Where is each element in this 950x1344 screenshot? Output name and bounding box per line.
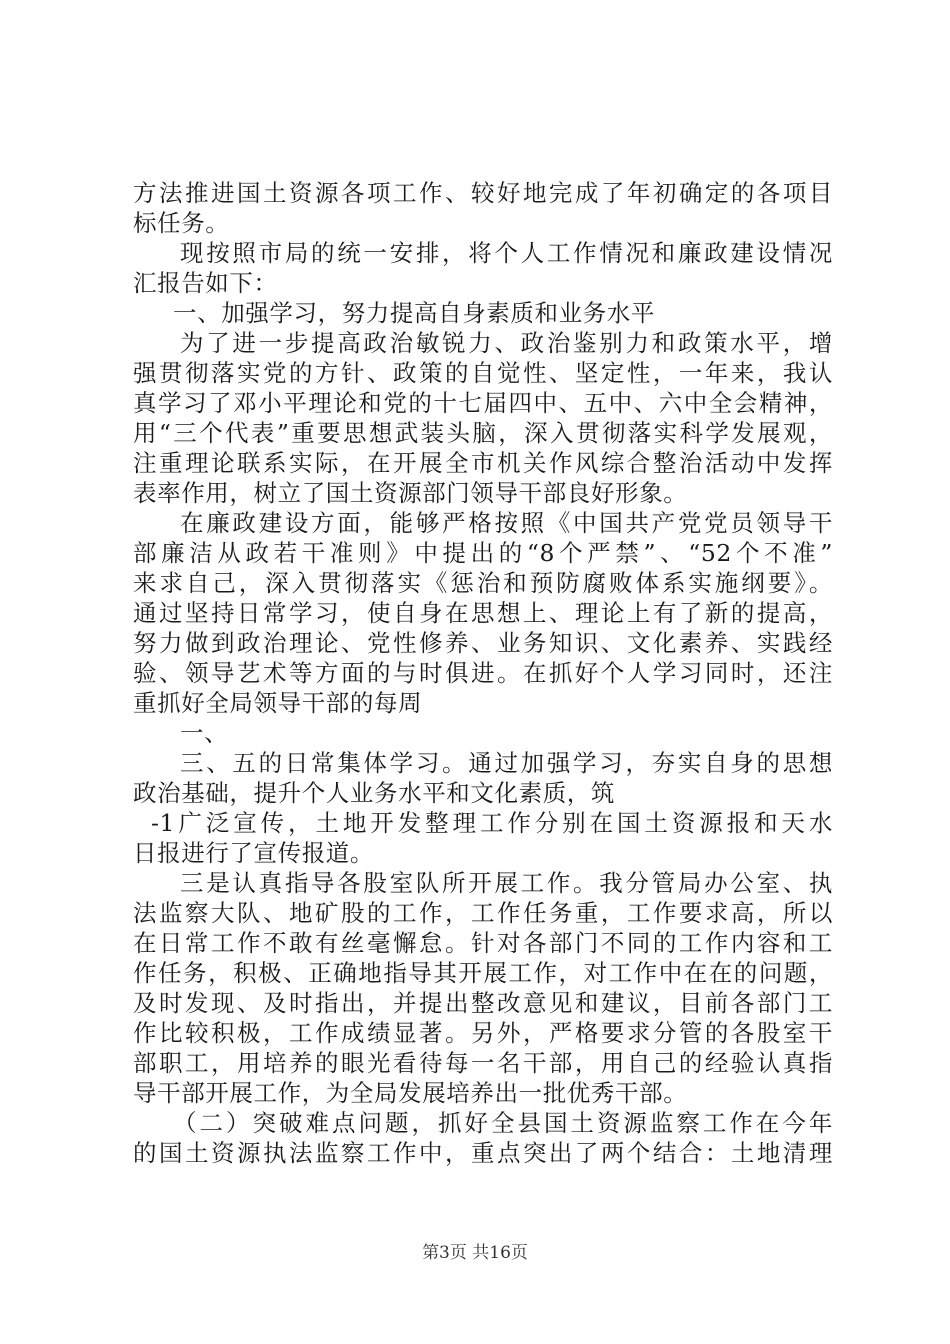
text-line: 日报进行了宣传报道。 <box>133 839 374 867</box>
text-line: 一、 <box>180 719 229 747</box>
text-line: 表率作用，树立了国土资源部门领导干部良好形象。 <box>133 479 688 507</box>
text-line: 注重理论联系实际，在开展全市机关作风综合整治活动中发挥 <box>133 449 833 477</box>
text-line: 汇报告如下： <box>133 269 278 297</box>
text-line: 强贯彻落实党的方针、政策的自觉性、坚定性，一年来，我认 <box>133 359 833 387</box>
text-line: 真学习了邓小平理论和党的十七届四中、五中、六中全会精神， <box>133 389 833 417</box>
text-line: 来求自己，深入贯彻落实《惩治和预防腐败体系实施纲要》。 <box>133 569 833 597</box>
text-line: 部廉洁从政若干准则》中提出的“8个严禁”、“52个不准” <box>133 539 833 567</box>
text-line: 为了进一步提高政治敏锐力、政治鉴别力和政策水平，增 <box>180 329 833 357</box>
text-line: 现按照市局的统一安排，将个人工作情况和廉政建设情况 <box>180 239 833 267</box>
text-line: 通过坚持日常学习，使自身在思想上、理论上有了新的提高， <box>133 599 833 627</box>
text-line: 三是认真指导各股室队所开展工作。我分管局办公室、执 <box>180 869 833 897</box>
text-line: 用“三个代表”重要思想武装头脑，深入贯彻落实科学发展观， <box>133 419 833 447</box>
text-line: 在日常工作不敢有丝毫懈怠。针对各部门不同的工作内容和工 <box>133 929 833 957</box>
text-line: 及时发现、及时指出，并提出整改意见和建议，目前各部门工 <box>133 989 833 1017</box>
text-line: 一、加强学习，努力提高自身素质和业务水平 <box>173 299 655 327</box>
text-line: 导干部开展工作，为全局发展培养出一批优秀干部。 <box>133 1079 688 1107</box>
text-line: 验、领导艺术等方面的与时俱进。在抓好个人学习同时，还注 <box>133 659 833 687</box>
text-line: 努力做到政治理论、党性修养、业务知识、文化素养、实践经 <box>133 629 833 657</box>
text-line: 在廉政建设方面，能够严格按照《中国共产党党员领导干 <box>180 509 833 537</box>
text-line: 作任务，积极、正确地指导其开展工作，对工作中在在的问题， <box>133 959 833 987</box>
text-line: 政治基础，提升个人业务水平和文化素质，筑 <box>133 779 615 807</box>
text-line: -1广泛宣传，土地开发整理工作分别在国土资源报和天水 <box>151 809 833 837</box>
page-footer: 第3页 共16页 <box>422 1243 528 1263</box>
document-body <box>133 178 833 1168</box>
text-line: 部职工，用培养的眼光看待每一名干部，用自己的经验认真指 <box>133 1049 833 1077</box>
text-line: 法监察大队、地矿股的工作，工作任务重，工作要求高，所以 <box>133 899 833 927</box>
text-line: 作比较积极，工作成绩显著。另外，严格要求分管的各股室干 <box>133 1019 833 1047</box>
text-line: 标任务。 <box>133 209 230 237</box>
text-line: （二）突破难点问题，抓好全县国土资源监察工作在今年 <box>173 1109 833 1137</box>
text-line: 的国土资源执法监察工作中，重点突出了两个结合：土地清理 <box>133 1139 833 1167</box>
text-line: 方法推进国土资源各项工作、较好地完成了年初确定的各项目 <box>133 179 833 207</box>
text-line: 重抓好全局领导干部的每周 <box>133 689 423 717</box>
text-line: 三、五的日常集体学习。通过加强学习，夯实自身的思想 <box>180 749 833 777</box>
